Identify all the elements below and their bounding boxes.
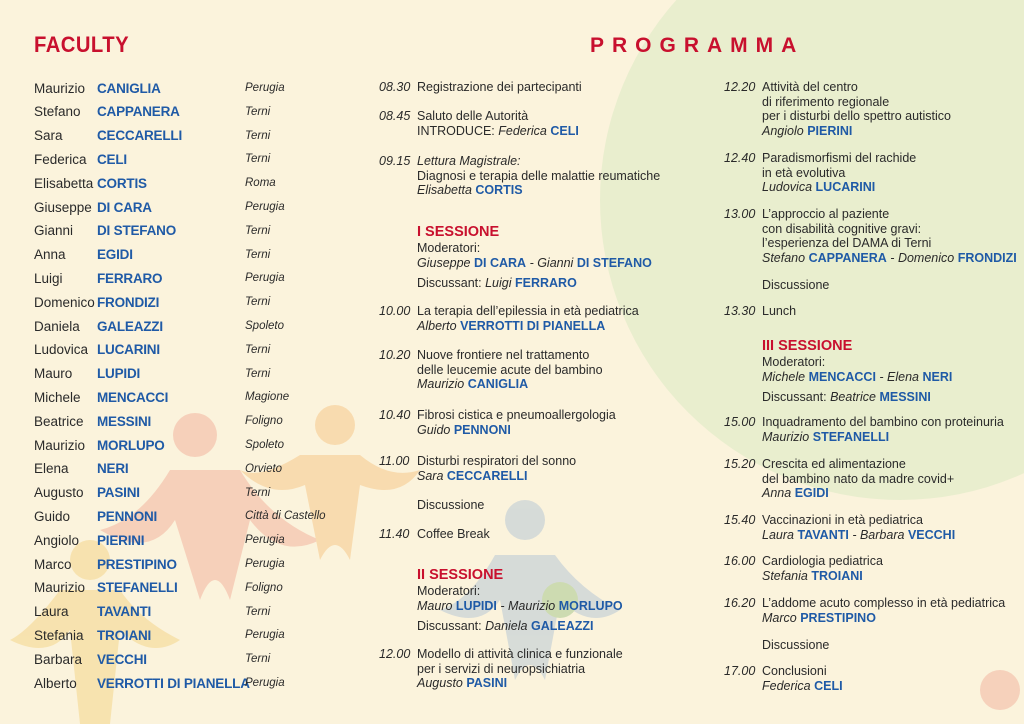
faculty-first-name: Anna — [34, 247, 66, 263]
speaker-last: CANIGLIA — [467, 377, 529, 391]
faculty-row — [34, 197, 285, 217]
program-title: Lunch — [762, 304, 797, 318]
faculty-first-name: Alberto — [34, 675, 77, 691]
faculty-last-name: FRONDIZI — [97, 294, 160, 310]
discussant-first: Beatrice — [830, 390, 876, 404]
moderator-last: NERI — [922, 369, 953, 384]
program-title: Disturbi respiratori del sonno — [417, 454, 577, 468]
faculty-last-name: DI STEFANO — [97, 223, 177, 239]
faculty-first-name: Daniela — [34, 318, 80, 334]
faculty-last-name: FERRARO — [97, 270, 163, 286]
program-title: L’addome acuto complesso in età pediatrica — [762, 596, 1006, 610]
faculty-last-name: MENCACCI — [97, 389, 169, 405]
faculty-city: Perugia — [245, 201, 285, 213]
speaker-last: EGIDI — [794, 486, 829, 500]
program-time: 13.30 — [724, 304, 756, 318]
moderator-last: MORLUPO — [558, 598, 623, 613]
speaker-last: PRESTIPINO — [800, 610, 876, 625]
discussant-label: Discussant: — [417, 276, 486, 290]
session-3 — [762, 338, 952, 405]
faculty-row — [34, 483, 271, 503]
speaker-last: CORTIS — [475, 183, 523, 197]
program-title: per i disturbi dello spettro autistico — [762, 109, 951, 123]
faculty-city: Terni — [245, 367, 271, 380]
speaker-last: TAVANTI — [797, 527, 849, 542]
faculty-last-name: LUPIDI — [97, 366, 141, 382]
faculty-row — [34, 625, 285, 645]
speaker-first: Anna — [762, 486, 792, 500]
speaker-first: Laura — [762, 527, 794, 542]
moderator-first: Maurizio — [508, 598, 556, 613]
faculty-first-name: Maurizio — [34, 437, 86, 453]
moderator-first: Mauro — [417, 598, 453, 613]
faculty-last-name: TROIANI — [97, 627, 152, 643]
faculty-row — [34, 578, 283, 598]
moderator-first: Elena — [887, 369, 920, 384]
session-title: II SESSIONE — [417, 567, 504, 583]
program-title: L’approccio al paziente — [762, 207, 890, 221]
faculty-first-name: Elena — [34, 461, 69, 477]
program-time: 09.15 — [379, 154, 411, 168]
faculty-first-name: Maurizio — [34, 80, 86, 96]
program-title: Modello di attività clinica e funzionale — [417, 647, 623, 661]
speaker-last: PASINI — [466, 676, 508, 690]
program-title: per i servizi di neuropsichiatria — [417, 661, 586, 676]
faculty-last-name: CANIGLIA — [97, 80, 161, 96]
faculty-last-name: MESSINI — [97, 413, 152, 429]
program-time: 12.00 — [379, 647, 411, 661]
faculty-first-name: Ludovica — [34, 342, 89, 358]
session-title: III SESSIONE — [762, 338, 853, 354]
moderators-label: Moderatori: — [762, 355, 826, 369]
program-time: 13.00 — [724, 207, 756, 221]
session-1 — [417, 224, 652, 291]
faculty-last-name: MORLUPO — [97, 437, 165, 453]
faculty-row — [34, 78, 285, 98]
faculty-row — [34, 173, 276, 193]
program-title: Saluto delle Autorità — [417, 109, 529, 123]
program-title: Nuove frontiere nel trattamento — [417, 348, 590, 362]
discussant-last: FERRARO — [515, 276, 577, 290]
speaker-last: TROIANI — [811, 568, 863, 583]
program-time: 16.00 — [724, 554, 756, 568]
discussion-label: Discussione — [417, 498, 485, 512]
program-title: Inquadramento del bambino con proteinuria — [762, 415, 1004, 429]
faculty-row — [34, 435, 285, 455]
program-title: del bambino nato da madre covid+ — [762, 471, 955, 486]
separator: - — [496, 598, 509, 613]
program-title: Cardiologia pediatrica — [762, 554, 883, 568]
discussant-first: Luigi — [485, 276, 512, 290]
faculty-city: Foligno — [245, 415, 283, 428]
program-time: 11.00 — [379, 454, 410, 468]
program-title: Vaccinazioni in età pediatrica — [762, 513, 923, 527]
faculty-first-name: Barbara — [34, 651, 83, 667]
faculty-row — [34, 387, 290, 407]
speaker-first: Maurizio — [762, 429, 810, 444]
speaker-last: CECCARELLI — [446, 468, 528, 483]
faculty-row — [34, 292, 271, 312]
faculty-first-name: Stefano — [34, 104, 81, 120]
separator: - — [526, 255, 538, 270]
program-title: delle leucemie acute del bambino — [417, 362, 603, 377]
faculty-row — [34, 602, 271, 622]
faculty-city: Perugia — [245, 558, 285, 570]
faculty-row — [34, 411, 283, 431]
faculty-last-name: PIERINI — [97, 532, 145, 548]
faculty-row — [34, 340, 271, 360]
faculty-row — [34, 316, 285, 336]
faculty-last-name: NERI — [97, 461, 129, 477]
program-title: di riferimento regionale — [762, 94, 890, 109]
program-title: Paradismorfismi del rachide — [762, 151, 917, 165]
program-title: La terapia dell’epilessia in età pediatrica — [417, 304, 639, 318]
program-time: 08.30 — [379, 80, 411, 94]
speaker-first: Marco — [762, 610, 797, 625]
faculty-first-name: Laura — [34, 604, 69, 620]
faculty-first-name: Michele — [34, 389, 81, 405]
speaker-first: Stefano — [762, 250, 806, 265]
speaker-first: Stefania — [762, 568, 808, 583]
speaker-last: LUCARINI — [815, 180, 876, 194]
speaker-first: Alberto — [417, 318, 457, 333]
faculty-first-name: Mauro — [34, 366, 73, 382]
program-time: 16.20 — [724, 596, 756, 610]
faculty-city: Perugia — [245, 534, 285, 547]
speaker-first: Federica — [498, 123, 547, 138]
discussion-label: Discussione — [762, 638, 830, 652]
faculty-first-name: Stefania — [34, 627, 84, 643]
faculty-city: Terni — [245, 296, 271, 309]
faculty-last-name: TAVANTI — [97, 604, 152, 620]
program-time: 17.00 — [724, 664, 756, 678]
discussant-label: Discussant: — [762, 390, 831, 404]
faculty-first-name: Angiolo — [34, 532, 80, 548]
faculty-row — [34, 506, 326, 526]
moderator-first: Giuseppe — [417, 255, 471, 270]
faculty-city: Foligno — [245, 581, 283, 594]
faculty-last-name: CORTIS — [97, 175, 147, 191]
faculty-last-name: CELI — [97, 151, 127, 167]
speaker-first: Federica — [762, 678, 811, 693]
faculty-city: Perugia — [245, 629, 285, 642]
faculty-first-name: Sara — [34, 128, 63, 144]
faculty-row — [34, 554, 285, 574]
separator: - — [848, 527, 860, 542]
speaker-last: FRONDIZI — [957, 250, 1017, 265]
moderators-label: Moderatori: — [417, 584, 481, 598]
speaker-last: CAPPANERA — [808, 250, 887, 265]
faculty-city: Magione — [245, 391, 290, 404]
program-time: 15.00 — [724, 415, 756, 429]
faculty-city: Terni — [245, 224, 271, 237]
faculty-last-name: EGIDI — [97, 247, 133, 263]
faculty-city: Terni — [245, 605, 271, 618]
speaker-first: Guido — [417, 422, 451, 437]
faculty-row — [34, 364, 271, 384]
speaker-first: Maurizio — [417, 377, 465, 391]
faculty-first-name: Gianni — [34, 223, 74, 239]
faculty-city: Perugia — [245, 677, 285, 689]
speaker-last: STEFANELLI — [812, 429, 890, 444]
moderator-last: DI CARA — [474, 255, 527, 270]
program-time: 12.20 — [724, 80, 756, 94]
program-time: 15.20 — [724, 457, 756, 471]
program-time: 10.40 — [379, 408, 411, 422]
program-title: Diagnosi e terapia delle malattie reumatiche — [417, 168, 661, 183]
faculty-row — [34, 245, 271, 265]
speaker-last: VERROTTI DI PIANELLA — [460, 318, 606, 333]
faculty-row — [34, 126, 271, 146]
session-title: I SESSIONE — [417, 224, 500, 240]
faculty-row — [34, 649, 271, 669]
faculty-city: Spoleto — [245, 439, 285, 451]
faculty-city: Terni — [245, 343, 271, 356]
moderator-last: LUPIDI — [455, 598, 497, 613]
speaker-last: PIERINI — [807, 123, 853, 138]
faculty-row — [34, 673, 285, 693]
faculty-first-name: Augusto — [34, 485, 84, 501]
faculty-first-name: Beatrice — [34, 413, 84, 429]
speaker-last: CELI — [550, 123, 579, 138]
faculty-last-name: GALEAZZI — [97, 318, 163, 334]
faculty-row — [34, 530, 285, 550]
program-title: Crescita ed alimentazione — [762, 457, 906, 471]
program-title: Attività del centro — [762, 80, 858, 94]
moderator-last: DI STEFANO — [576, 255, 652, 270]
moderator-first: Gianni — [537, 255, 574, 270]
faculty-city: Perugia — [245, 272, 285, 285]
faculty-first-name: Guido — [34, 508, 71, 524]
faculty-row — [34, 149, 271, 169]
speaker-first: Barbara — [859, 527, 905, 542]
session-2 — [417, 567, 623, 634]
faculty-first-name: Elisabetta — [34, 175, 94, 191]
speaker-first: Angiolo — [762, 123, 804, 138]
faculty-last-name: STEFANELLI — [97, 580, 178, 596]
speaker-last: CELI — [814, 678, 843, 693]
speaker-first: Augusto — [417, 676, 463, 690]
faculty-last-name: VECCHI — [97, 651, 147, 667]
program-title: Coffee Break — [417, 527, 490, 541]
separator: - — [886, 250, 898, 265]
program-title: con disabilità cognitive gravi: — [762, 221, 922, 236]
faculty-city: Terni — [245, 153, 271, 166]
programma-title: PROGRAMMA — [590, 34, 805, 57]
moderators-label: Moderatori: — [417, 241, 481, 255]
program-title: Conclusioni — [762, 664, 827, 678]
faculty-city: Città di Castello — [245, 510, 326, 523]
discussion-label: Discussione — [762, 278, 830, 292]
speaker-first: Domenico — [897, 250, 955, 265]
faculty-first-name: Domenico — [34, 294, 95, 310]
program-time: 10.00 — [379, 304, 411, 318]
faculty-city: Terni — [245, 653, 271, 666]
faculty-city: Roma — [245, 177, 276, 190]
program-title: Fibrosi cistica e pneumoallergologia — [417, 408, 616, 422]
discussant-first: Daniela — [485, 619, 528, 633]
intro-label: INTRODUCE: — [417, 123, 499, 138]
speaker-first: Ludovica — [762, 180, 813, 194]
faculty-city: Terni — [245, 129, 271, 142]
faculty-first-name: Maurizio — [34, 580, 86, 596]
program-time: 12.40 — [724, 151, 756, 165]
speaker-last: PENNONI — [453, 422, 511, 437]
faculty-first-name: Luigi — [34, 270, 63, 286]
faculty-first-name: Federica — [34, 151, 87, 167]
faculty-row — [34, 459, 283, 479]
discussant-last: GALEAZZI — [530, 619, 594, 633]
faculty-row — [34, 268, 285, 288]
faculty-last-name: CECCARELLI — [97, 128, 182, 144]
program-title: l’esperienza del DAMA di Terni — [762, 236, 932, 250]
separator: - — [875, 369, 888, 384]
program-title: in età evolutiva — [762, 165, 846, 180]
program-time: 10.20 — [379, 348, 411, 362]
faculty-first-name: Giuseppe — [34, 199, 92, 215]
faculty-last-name: DI CARA — [97, 199, 152, 215]
faculty-first-name: Marco — [34, 556, 72, 572]
faculty-row — [34, 221, 271, 241]
moderator-last: MENCACCI — [808, 369, 876, 384]
faculty-city: Orvieto — [245, 462, 283, 475]
program-time: 15.40 — [724, 513, 756, 527]
faculty-last-name: VERROTTI DI PIANELLA — [97, 675, 250, 691]
program-label: Lettura Magistrale: — [417, 154, 521, 168]
faculty-last-name: CAPPANERA — [97, 104, 180, 120]
faculty-city: Terni — [245, 248, 271, 261]
faculty-last-name: PASINI — [97, 485, 140, 501]
speaker-first: Elisabetta — [417, 183, 472, 197]
faculty-last-name: PRESTIPINO — [97, 556, 177, 572]
discussant-label: Discussant: — [417, 619, 486, 633]
speaker-last: VECCHI — [907, 527, 956, 542]
faculty-title: FACULTY — [34, 32, 130, 57]
moderator-first: Michele — [762, 369, 806, 384]
faculty-city: Terni — [245, 486, 271, 499]
faculty-last-name: LUCARINI — [97, 342, 160, 358]
faculty-city: Perugia — [245, 82, 285, 94]
discussant-last: MESSINI — [879, 390, 931, 404]
faculty-city: Spoleto — [245, 320, 285, 332]
faculty-row — [34, 102, 271, 122]
program-time: 11.40 — [379, 527, 410, 541]
program-title: Registrazione dei partecipanti — [417, 80, 582, 94]
speaker-first: Sara — [417, 468, 444, 483]
program-time: 08.45 — [379, 109, 411, 123]
faculty-last-name: PENNONI — [97, 508, 158, 524]
faculty-city: Terni — [245, 105, 271, 118]
